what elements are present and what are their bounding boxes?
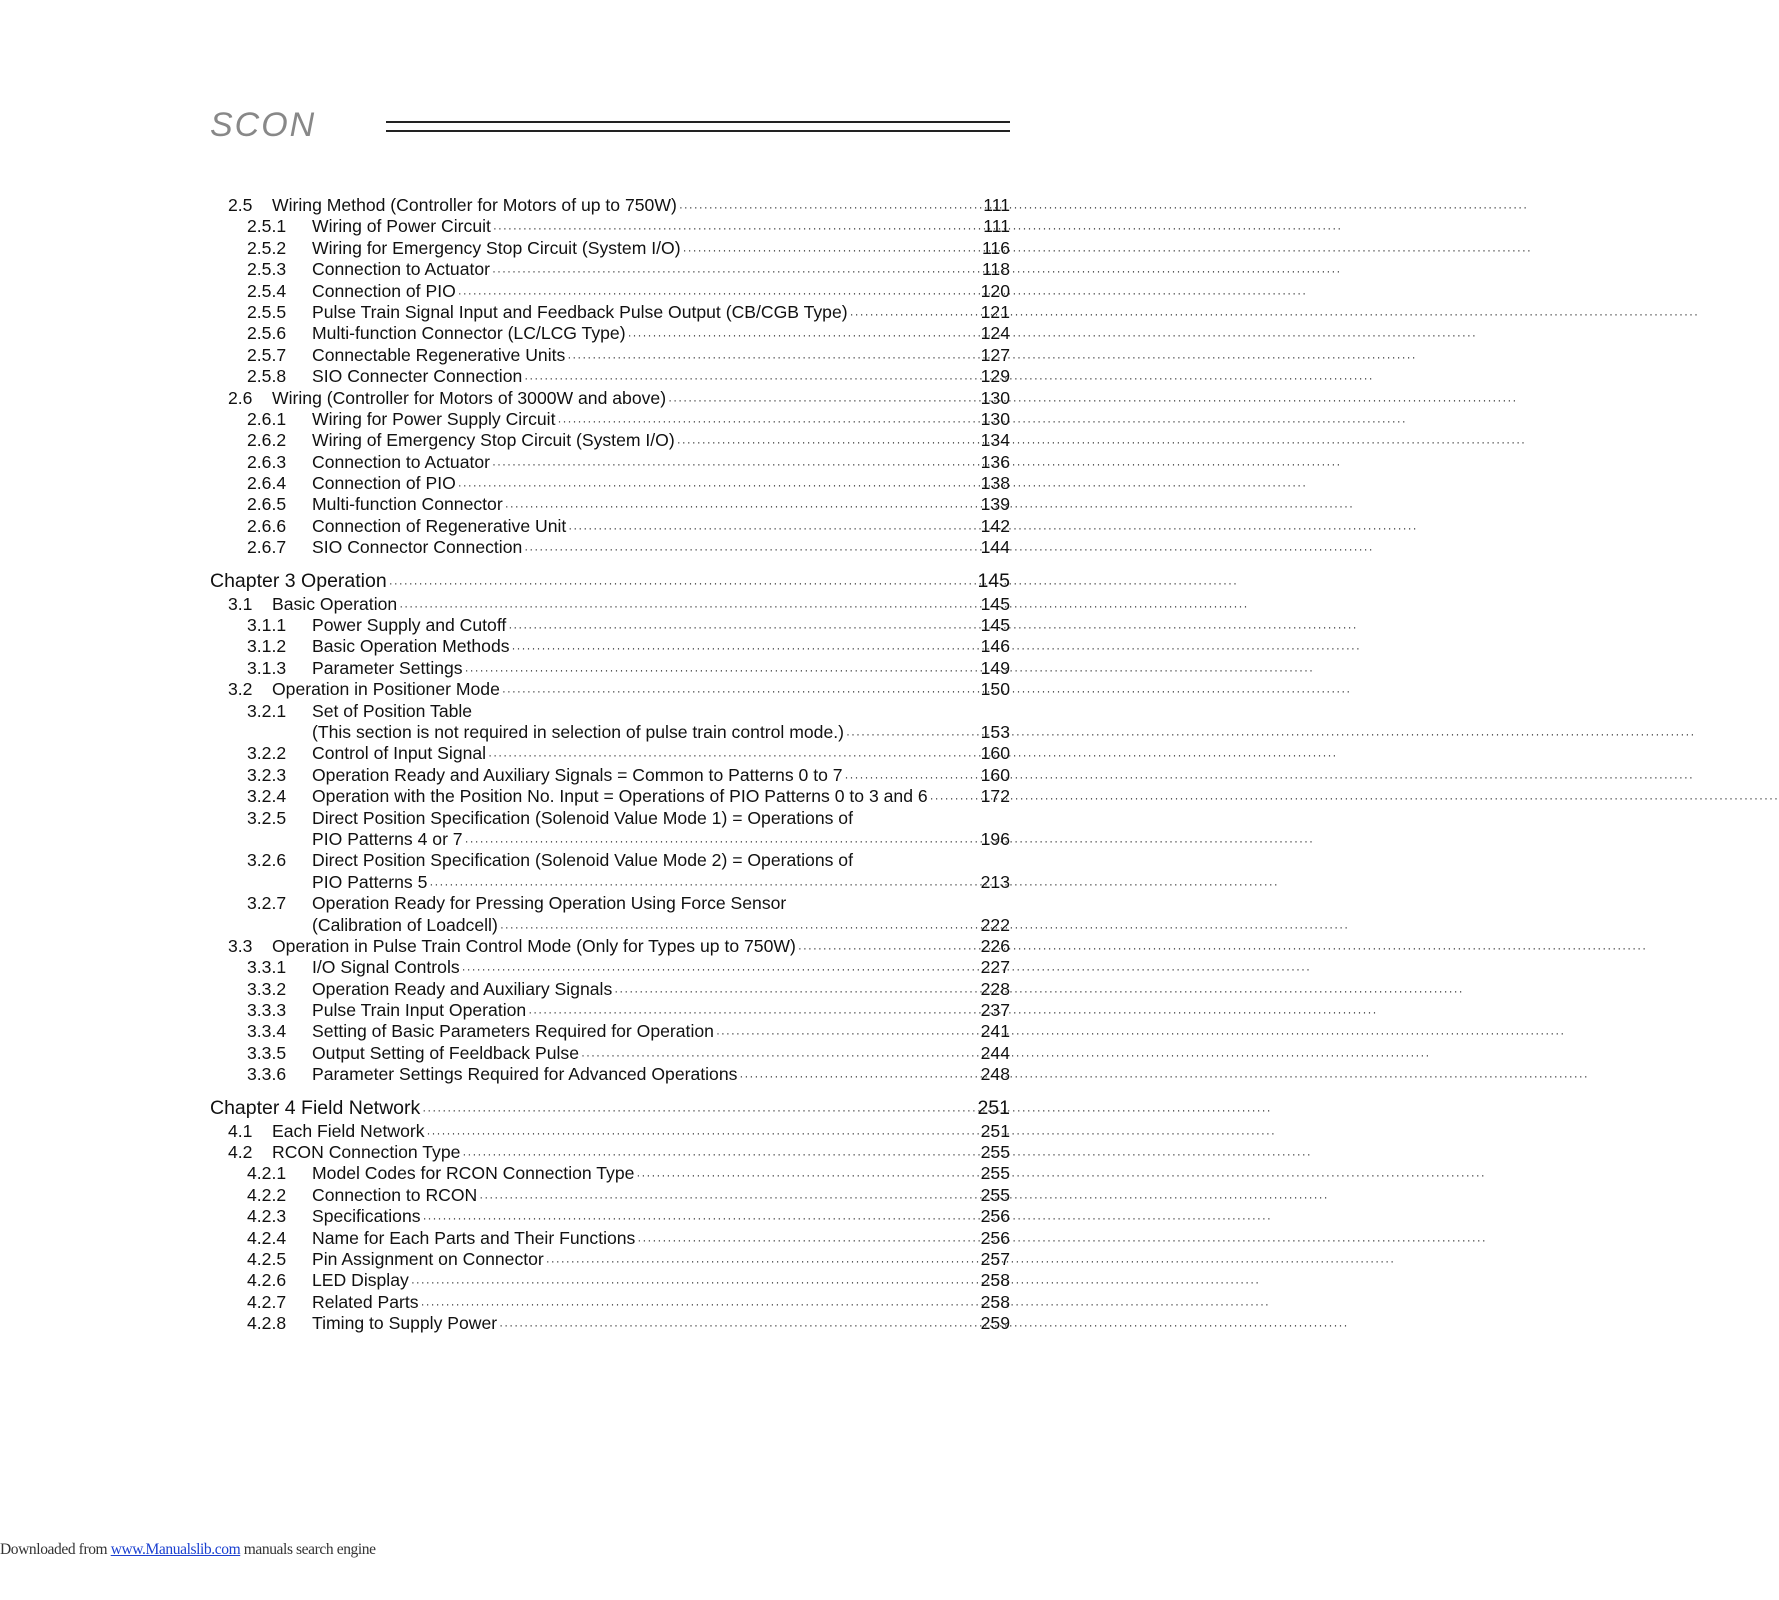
toc-entry-page: 213 [980,871,1010,892]
toc-entry-title: Operation Ready for Pressing Operation Using Force Sensor [312,893,787,914]
toc-entry-title: Specifications [312,1206,421,1227]
download-footer [0,1541,376,1559]
toc-entry [210,872,1010,893]
toc-entry-page: 145 [980,615,1010,636]
toc-dot-leader [488,745,979,766]
toc-entry [210,302,1010,323]
toc-dot-leader [462,1144,978,1165]
toc-entry [210,850,1010,871]
toc-dot-leader [492,261,980,282]
toc-entry-page: 255 [980,1142,1010,1163]
toc-entry [210,701,1010,722]
toc-entry-number: 4.2.1 [247,1163,287,1184]
toc-entry-page: 149 [980,657,1010,678]
toc-entry [210,494,1010,515]
toc-dot-leader [557,411,978,432]
toc-dot-leader [628,325,979,346]
toc-entry-title: Output Setting of Feeldback Pulse [312,1042,579,1063]
toc-entry [210,808,1010,829]
toc-entry-title: RCON Connection Type [272,1142,461,1163]
toc-dot-leader [493,218,981,239]
toc-entry-title: SIO Connector Connection [312,537,523,558]
toc-dot-leader [679,197,981,218]
toc-entry-title: Connection of PIO [312,473,456,494]
toc-entry-number: 4.2.6 [247,1270,287,1291]
toc-entry-number: 2.6.6 [247,515,287,536]
toc-entry-number: 3.2.6 [247,850,287,871]
toc-entry-number: 3.2.5 [247,807,287,828]
toc-entry-title: Pin Assignment on Connector [312,1248,544,1269]
toc-entry-number: 2.5.5 [247,301,287,322]
toc-entry-title: Operation with the Position No. Input = Operations of PIO Patterns 0 to 3 and 6 [312,786,928,807]
toc-entry [210,786,1010,807]
toc-dot-leader [850,304,979,325]
toc-entry-number: 3.3.5 [247,1042,287,1063]
toc-dot-leader [465,660,979,681]
toc-dot-leader [528,1002,978,1023]
toc-dot-leader [423,1208,979,1229]
toc-entry-title: Connectable Regenerative Units [312,344,566,365]
toc-entry-title: PIO Patterns 5 [312,871,428,892]
toc-entry-title: Direct Position Specification (Solenoid Value Mode 2) = Operations of [312,850,853,871]
toc-entry-title: Parameter Settings Required for Advanced Operations [312,1064,738,1085]
scon-logo-text: SCON [210,106,317,144]
toc-entry [210,430,1010,451]
toc-entry-page: 116 [981,237,1010,258]
toc-entry [210,238,1010,259]
toc-entry-number: 2.5.3 [247,259,287,280]
toc-entry-title: Set of Position Table [312,700,473,721]
toc-entry-title: (This section is not required in selection of pulse train control mode.) [312,721,844,742]
toc-dot-leader [500,917,979,938]
toc-entry-number: 4.2 [228,1142,253,1163]
toc-entry-title: Connection to Actuator [312,451,491,472]
header-rule-bottom [386,130,1010,132]
toc-entry-title: Operation in Pulse Train Control Mode (Only for Types up to 750W) [272,935,796,956]
toc-dot-leader [683,240,980,261]
toc-entry-title: Multi-function Connector (LC/LCG Type) [312,323,626,344]
toc-entry-number: 4.2.8 [247,1313,287,1334]
toc-dot-leader [716,1023,979,1044]
toc-dot-leader [568,518,978,539]
toc-entry-number: 3.1.1 [247,615,287,636]
toc-entry-title: Wiring Method (Controller for Motors of up to 750W) [272,195,677,215]
toc-entry [210,1000,1010,1021]
toc-entry-title: Operation in Positioner Mode [272,679,500,700]
toc-dot-leader [637,1230,978,1251]
toc-dot-leader [389,570,976,596]
toc-entry-page: 111 [983,216,1010,237]
toc-entry-page: 244 [980,1042,1010,1063]
toc-entry-number: 2.6.3 [247,451,287,472]
toc-entry [210,1043,1010,1064]
toc-entry-page: 118 [981,259,1010,280]
toc-entry-number: 3.3.3 [247,1000,287,1021]
toc-entry [210,1249,1010,1270]
table-of-contents [210,195,1010,1335]
toc-entry-title: Connection to Actuator [312,259,491,280]
toc-entry-page: 227 [980,957,1010,978]
toc-entry [210,679,1010,700]
toc-dot-leader [930,788,979,809]
toc-entry [210,829,1010,850]
toc-entry [210,1163,1010,1184]
toc-entry [210,388,1010,409]
toc-entry-title: Multi-function Connector [312,494,503,515]
toc-entry [210,1292,1010,1313]
toc-entry [210,915,1010,936]
toc-dot-leader [458,475,979,496]
toc-entry-number: 3.2.2 [247,743,287,764]
toc-entry [210,516,1010,537]
toc-entry-page: 124 [980,323,1010,344]
toc-entry-number: 3.2 [228,679,253,700]
toc-entry-number: 2.6.5 [247,494,287,515]
toc-dot-leader [798,938,979,959]
toc-entry [210,1270,1010,1291]
toc-entry-number: 3.2.4 [247,786,287,807]
toc-dot-leader [499,1315,979,1336]
toc-entry-title: Operation Ready and Auxiliary Signals = Common to Patterns 0 to 7 [312,764,843,785]
toc-entry-title: Basic Operation [272,593,398,614]
toc-entry-title: Wiring of Emergency Stop Circuit (System I/O) [312,430,675,451]
toc-entry-page: 251 [980,1120,1010,1141]
toc-entry-number: 2.6.7 [247,537,287,558]
toc-entry-title: Power Supply and Cutoff [312,615,507,636]
toc-entry-number: 3.2.1 [247,700,287,721]
toc-entry-page: 256 [980,1227,1010,1248]
toc-entry-title: Connection to RCON [312,1184,478,1205]
toc-entry [210,658,1010,679]
toc-entry-number: 3.1 [228,593,253,614]
toc-entry-page: 226 [980,935,1010,956]
toc-entry-page: 222 [980,914,1010,935]
toc-entry [210,936,1010,957]
toc-dot-leader [512,638,979,659]
toc-entry-title: Parameter Settings [312,657,463,678]
toc-entry-number: 4.2.2 [247,1184,287,1205]
toc-entry-page: 134 [980,430,1010,451]
toc-dot-leader [524,539,978,560]
header-rule-top [386,121,1010,123]
toc-entry [210,615,1010,636]
toc-entry-number: 3.2.7 [247,893,287,914]
toc-entry-title: Setting of Basic Parameters Required for Operation [312,1021,714,1042]
toc-dot-leader [427,1123,979,1144]
toc-entry [210,979,1010,1000]
toc-entry-page: 136 [980,451,1010,472]
toc-entry-number: 2.6.2 [247,430,287,451]
toc-dot-leader [846,724,979,745]
toc-entry-page: 130 [980,387,1010,408]
toc-entry-number: 3.1.3 [247,657,287,678]
toc-chapter-entry [210,568,1010,594]
toc-dot-leader [636,1165,978,1186]
toc-entry-page: 121 [980,301,1010,322]
toc-entry-page: 237 [980,1000,1010,1021]
toc-entry-title: Pulse Train Input Operation [312,1000,527,1021]
toc-entry-page: 241 [980,1021,1010,1042]
toc-dot-leader [739,1066,978,1087]
toc-entry-title: I/O Signal Controls [312,957,460,978]
toc-entry-number: 2.5 [228,195,253,215]
toc-entry [210,259,1010,280]
toc-entry [210,743,1010,764]
toc-entry [210,409,1010,430]
toc-entry [210,1064,1010,1085]
footer-prefix: Downloaded from [0,1541,111,1558]
toc-entry-title: Chapter 3 Operation [210,569,387,592]
toc-entry-title: Chapter 4 Field Network [210,1096,421,1119]
toc-entry-number: 4.2.3 [247,1206,287,1227]
toc-entry-number: 2.5.6 [247,323,287,344]
toc-entry-number: 2.6 [228,387,253,408]
toc-entry [210,366,1010,387]
toc-entry [210,452,1010,473]
toc-entry-page: 146 [980,636,1010,657]
toc-entry-number: 3.3.4 [247,1021,287,1042]
toc-entry-page: 130 [980,408,1010,429]
toc-entry [210,323,1010,344]
toc-entry-page: 255 [980,1184,1010,1205]
toc-entry [210,957,1010,978]
toc-chapter-entry [210,1095,1010,1121]
toc-entry [210,765,1010,786]
toc-entry-title: Basic Operation Methods [312,636,510,657]
toc-entry-title: Name for Each Parts and Their Functions [312,1227,636,1248]
toc-entry-number: 4.2.4 [247,1227,287,1248]
toc-entry-page: 258 [980,1270,1010,1291]
toc-entry-page: 120 [980,280,1010,301]
toc-entry-page: 256 [980,1206,1010,1227]
toc-entry-title: (Calibration of Loadcell) [312,914,498,935]
toc-entry-title: Timing to Supply Power [312,1313,498,1334]
toc-dot-leader [505,496,979,517]
toc-entry-page: 139 [980,494,1010,515]
toc-entry [210,537,1010,558]
toc-entry [210,594,1010,615]
toc-dot-leader [524,368,978,389]
toc-entry-title: LED Display [312,1270,409,1291]
toc-dot-leader [465,831,979,852]
toc-entry-number: 3.3 [228,935,253,956]
toc-dot-leader [399,596,978,617]
toc-entry-page: 228 [980,978,1010,999]
toc-dot-leader [429,874,978,895]
toc-dot-leader [546,1251,979,1272]
toc-entry [210,1142,1010,1163]
toc-entry-page: 248 [980,1064,1010,1085]
toc-dot-leader [508,617,978,638]
toc-entry-page: 111 [983,195,1010,215]
toc-entry-number: 2.5.7 [247,344,287,365]
toc-entry-page: 257 [980,1248,1010,1269]
toc-dot-leader [677,432,979,453]
toc-entry [210,722,1010,743]
toc-entry-title: Control of Input Signal [312,743,487,764]
toc-entry [210,345,1010,366]
toc-dot-leader [458,283,979,304]
toc-entry [210,1206,1010,1227]
toc-entry-page: 127 [980,344,1010,365]
toc-entry-page: 153 [980,721,1010,742]
toc-entry-number: 3.3.6 [247,1064,287,1085]
toc-entry-number: 2.5.4 [247,280,287,301]
toc-entry-page: 251 [977,1096,1010,1119]
toc-entry-number: 3.3.1 [247,957,287,978]
toc-dot-leader [492,454,979,475]
toc-entry-page: 160 [980,743,1010,764]
toc-entry-page: 172 [980,786,1010,807]
toc-dot-leader [502,681,979,702]
toc-entry-number: 4.1 [228,1120,253,1141]
toc-dot-leader [479,1187,978,1208]
toc-entry [210,1228,1010,1249]
toc-dot-leader [845,767,979,788]
toc-entry-page: 144 [980,537,1010,558]
toc-entry [210,1185,1010,1206]
toc-entry-number: 3.3.2 [247,978,287,999]
toc-entry-page: 142 [980,515,1010,536]
toc-entry-title: Model Codes for RCON Connection Type [312,1163,635,1184]
toc-entry-title: Direct Position Specification (Solenoid Value Mode 1) = Operations of [312,807,853,828]
toc-entry-title: Wiring of Power Circuit [312,216,491,237]
toc-dot-leader [581,1045,979,1066]
manualslib-link[interactable]: www.Manualslib.com [110,1541,241,1558]
page-header [210,104,1010,144]
footer-suffix: manuals search engine [240,1541,376,1558]
toc-dot-leader [462,959,979,980]
toc-entry-title: Wiring for Power Supply Circuit [312,408,556,429]
toc-entry-number: 3.1.2 [247,636,287,657]
toc-entry-number: 2.5.2 [247,237,287,258]
toc-entry-number: 2.6.4 [247,473,287,494]
toc-entry-page: 145 [980,593,1010,614]
toc-entry-title: PIO Patterns 4 or 7 [312,828,463,849]
toc-dot-leader [411,1272,979,1293]
toc-entry-page: 258 [980,1291,1010,1312]
toc-entry-page: 259 [980,1313,1010,1334]
toc-entry-page: 145 [977,569,1010,592]
toc-entry-title: SIO Connecter Connection [312,366,523,387]
toc-entry [210,281,1010,302]
toc-dot-leader [421,1294,979,1315]
toc-entry-number: 2.5.8 [247,366,287,387]
toc-entry-title: Wiring (Controller for Motors of 3000W and above) [272,387,667,408]
toc-entry [210,893,1010,914]
toc-entry [210,636,1010,657]
toc-entry [210,216,1010,237]
toc-entry-number: 2.6.1 [247,408,287,429]
toc-entry [210,1313,1010,1334]
toc-entry-page: 160 [980,764,1010,785]
toc-dot-leader [422,1097,975,1123]
toc-entry-number: 2.5.1 [247,216,287,237]
scon-logo [210,104,370,144]
toc-entry-title: Connection of Regenerative Unit [312,515,567,536]
toc-entry-page: 138 [980,473,1010,494]
toc-entry-number: 4.2.7 [247,1291,287,1312]
toc-entry-number: 4.2.5 [247,1248,287,1269]
toc-entry-page: 150 [980,679,1010,700]
toc-entry [210,1021,1010,1042]
toc-entry-title: Related Parts [312,1291,419,1312]
toc-entry-title: Wiring for Emergency Stop Circuit (System I/O) [312,237,681,258]
toc-entry-title: Connection of PIO [312,280,456,301]
toc-dot-leader [614,981,978,1002]
toc-entry-title: Pulse Train Signal Input and Feedback Pulse Output (CB/CGB Type) [312,301,848,322]
toc-entry-page: 196 [980,828,1010,849]
toc-dot-leader [668,390,979,411]
toc-entry-page: 255 [980,1163,1010,1184]
toc-entry-number: 3.2.3 [247,764,287,785]
toc-entry-title: Operation Ready and Auxiliary Signals [312,978,613,999]
toc-entry-page: 129 [980,366,1010,387]
toc-entry-title: Each Field Network [272,1120,425,1141]
toc-entry [210,195,1010,216]
toc-entry [210,1121,1010,1142]
toc-entry [210,473,1010,494]
toc-dot-leader [567,347,978,368]
